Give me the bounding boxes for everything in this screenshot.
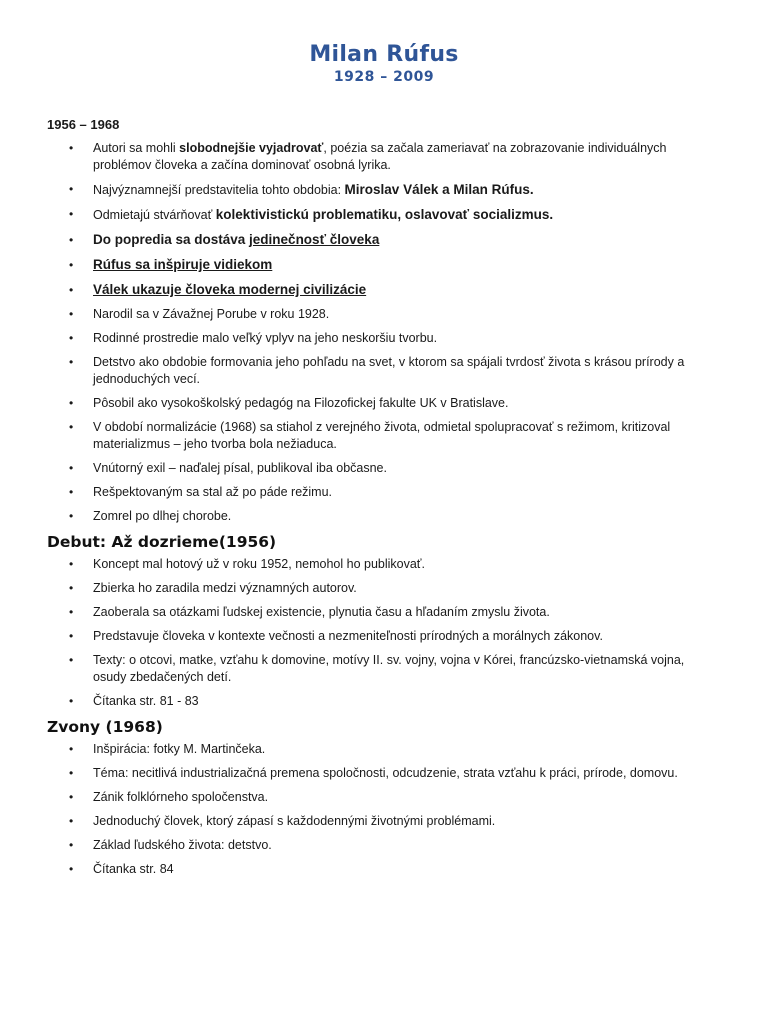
list-item: • Válek ukazuje človeka modernej civilizácie xyxy=(69,282,367,297)
list-item: • Zomrel po dlhej chorobe. xyxy=(69,509,232,523)
period-heading: 1956 – 1968 xyxy=(47,117,120,132)
bullet-icon: • xyxy=(69,355,74,369)
bullet-icon: • xyxy=(69,694,74,708)
zvony-list xyxy=(47,741,717,878)
list-item: • Autori sa mohli slobodnejšie vyjadrovať, poézia sa začala zameriavať na zobrazovanie individuálnych problémov človeka a začína dominovať osobná lyrika. xyxy=(69,141,667,172)
bullet-icon: • xyxy=(69,258,74,272)
bullet-icon: • xyxy=(69,814,74,828)
list-item: • Čítanka str. 84 xyxy=(69,862,174,876)
bullet-icon: • xyxy=(69,182,74,196)
list-item: • Najvýznamnejší predstavitelia tohto obdobia: Miroslav Válek a Milan Rúfus. xyxy=(69,182,534,197)
list-item: • Inšpirácia: fotky M. Martinčeka. xyxy=(69,742,266,756)
bullet-icon: • xyxy=(69,653,74,667)
bullet-icon: • xyxy=(69,485,74,499)
list-item: • Odmietajú stvárňovať kolektivistickú problematiku, oslavovať socializmus. xyxy=(69,207,554,222)
list-item: • Vnútorný exil – naďalej písal, publikoval iba občasne. xyxy=(69,461,387,475)
bullet-icon: • xyxy=(69,790,74,804)
list-item: • Narodil sa v Závažnej Porube v roku 1928. xyxy=(69,307,330,321)
list-item: • Zánik folklórneho spoločenstva. xyxy=(69,790,269,804)
document-title: Milan Rúfus xyxy=(309,42,459,67)
list-item: • V období normalizácie (1968) sa stiahol z verejného života, odmietal spolupracovať s režimom, kritizoval materializmus – jeho tvorba bola nežiaduca. xyxy=(69,420,671,451)
list-item: • Zaoberala sa otázkami ľudskej existencie, plynutia času a hľadaním zmyslu života. xyxy=(69,605,550,619)
bullet-icon: • xyxy=(69,742,74,756)
list-item: • Jednoduchý človek, ktorý zápasí s každodennými životnými problémami. xyxy=(69,814,496,828)
bullet-icon: • xyxy=(69,766,74,780)
list-item: • Rúfus sa inšpiruje vidiekom xyxy=(69,257,273,272)
list-item: • Detstvo ako obdobie formovania jeho pohľadu na svet, v ktorom sa spájali tvrdosť života s krásou prírody a jednoduchých vecí. xyxy=(69,355,685,386)
bullet-icon: • xyxy=(69,838,74,852)
document-years: 1928 – 2009 xyxy=(333,69,435,85)
bullet-icon: • xyxy=(69,233,74,247)
bullet-icon: • xyxy=(69,509,74,523)
list-item: • Rešpektovaným sa stal až po páde režimu. xyxy=(69,485,333,499)
debut-list xyxy=(47,556,717,710)
bullet-icon: • xyxy=(69,557,74,571)
bullet-icon: • xyxy=(69,396,74,410)
section-heading-zvony: Zvony (1968) xyxy=(47,718,163,736)
bullet-icon: • xyxy=(69,420,74,434)
bullet-icon: • xyxy=(69,605,74,619)
bullet-icon: • xyxy=(69,207,74,221)
bullet-icon: • xyxy=(69,461,74,475)
list-item: • Predstavuje človeka v kontexte večnosti a nezmeniteľnosti prírodných a morálnych zákonov. xyxy=(69,629,603,643)
list-item: • Texty: o otcovi, matke, vzťahu k domovine, motívy II. sv. vojny, vojna v Kórei, francúzsko-vietnamská vojna, osudy zbedačených detí. xyxy=(69,653,685,684)
bullet-icon: • xyxy=(69,629,74,643)
list-item: • Zbierka ho zaradila medzi významných autorov. xyxy=(69,581,357,595)
list-item: • Pôsobil ako vysokoškolský pedagóg na Filozofickej fakulte UK v Bratislave. xyxy=(69,396,509,410)
bullet-icon: • xyxy=(69,581,74,595)
list-item: • Do popredia sa dostáva jedinečnosť človeka xyxy=(69,232,380,247)
bullet-icon: • xyxy=(69,283,74,297)
bullet-icon: • xyxy=(69,141,74,155)
list-item: • Koncept mal hotový už v roku 1952, nemohol ho publikovať. xyxy=(69,557,425,571)
bullet-icon: • xyxy=(69,862,74,876)
section-heading-debut: Debut: Až dozrieme(1956) xyxy=(47,533,277,551)
list-item: • Téma: necitlivá industrializačná premena spoločnosti, odcudzenie, strata vzťahu k práci, prírode, domovu. xyxy=(69,766,678,780)
bullet-icon: • xyxy=(69,307,74,321)
list-item: • Základ ľudského života: detstvo. xyxy=(69,838,272,852)
list-item: • Čítanka str. 81 - 83 xyxy=(69,694,199,708)
list-item: • Rodinné prostredie malo veľký vplyv na jeho neskoršiu tvorbu. xyxy=(69,331,438,345)
document-body xyxy=(47,116,717,885)
period-list xyxy=(47,140,717,525)
bullet-icon: • xyxy=(69,331,74,345)
